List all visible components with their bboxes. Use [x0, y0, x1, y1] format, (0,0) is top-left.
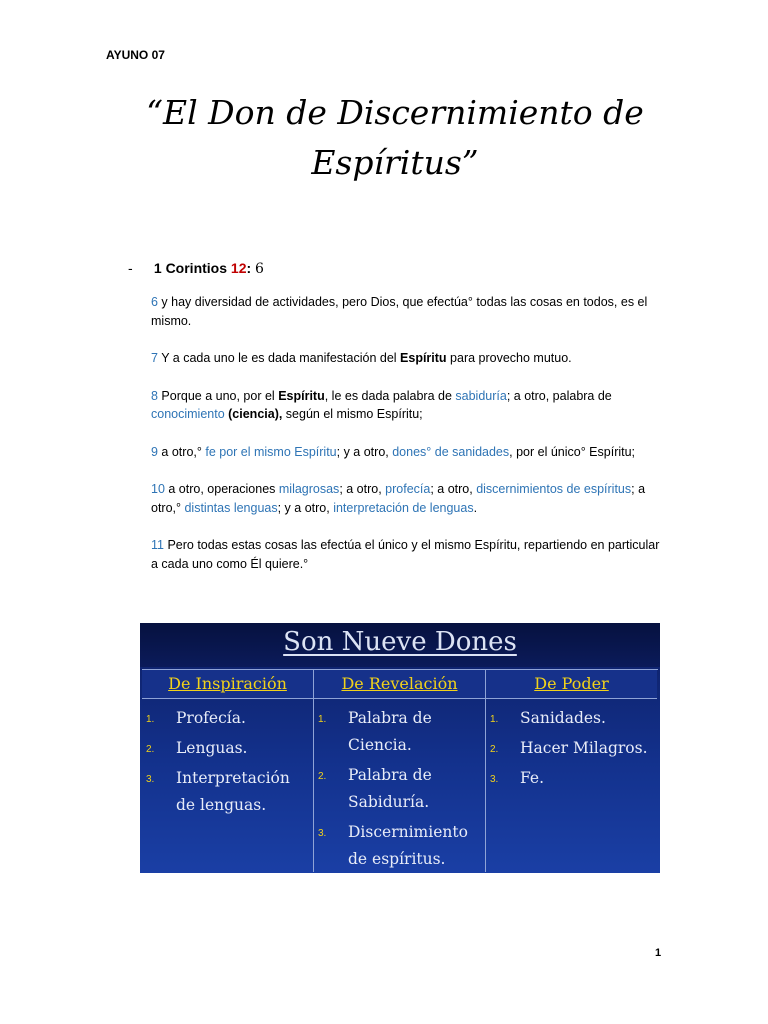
verse-text: Porque a uno, por el [157, 388, 279, 403]
list-dash: - [128, 260, 133, 276]
gifts-column [142, 670, 314, 872]
verse-text: Espíritu [400, 351, 447, 365]
verse-text: ; a otro, palabra de [506, 388, 612, 403]
verse-paragraph [151, 443, 661, 462]
verse-text: interpretación de lenguas [333, 500, 474, 515]
gift-item-text: Palabra de Ciencia. [348, 709, 432, 754]
gift-item [318, 762, 485, 816]
gifts-column [486, 670, 657, 872]
gift-item-text: Interpretación de lenguas. [176, 769, 290, 814]
verse-number: 10 [151, 482, 165, 496]
verse-text: . [473, 500, 478, 515]
verse-number: 9 [151, 444, 158, 459]
gifts-grid [142, 669, 658, 872]
verse-text: a otro, operaciones [164, 482, 279, 496]
gift-item-number: 1. [146, 714, 155, 725]
verse-text: según el mismo Espíritu; [282, 407, 423, 421]
reference-chapter: 12 [230, 260, 247, 276]
gift-item [146, 765, 313, 819]
gift-item [146, 735, 313, 762]
verse-text: ; y a otro, [277, 500, 334, 515]
verse-number: 11 [151, 538, 164, 552]
gift-item-number: 3. [318, 828, 327, 839]
verse-paragraph [151, 536, 661, 573]
verse-text: dones° de sanidades [392, 444, 510, 459]
verse-paragraph [151, 349, 661, 368]
gifts-column-heading: De Revelación [314, 670, 485, 699]
document-header: AYUNO 07 [106, 48, 165, 62]
gift-item-text: Sanidades. [520, 709, 606, 727]
gift-item-text: Lenguas. [176, 739, 248, 757]
verse-text: ; y a otro, [336, 444, 393, 459]
gifts-column-heading: De Poder [486, 670, 657, 699]
gift-item-text: Hacer Milagros. [520, 739, 648, 757]
verse-number: 7 [151, 351, 158, 365]
verse-text: Espíritu [278, 388, 325, 403]
gift-item-number: 1. [318, 714, 327, 725]
reference-separator: : [246, 260, 252, 276]
scripture-reference [128, 260, 264, 277]
gift-item [318, 705, 485, 759]
verse-number: 6 [151, 295, 158, 309]
verse-paragraph [151, 387, 661, 424]
verse-text: (ciencia), [228, 407, 283, 421]
verse-text: discernimientos de espíritus [476, 482, 632, 496]
gifts-column [314, 670, 486, 872]
gift-item-number: 3. [490, 774, 499, 785]
gifts-list [142, 705, 313, 819]
gift-item [490, 705, 657, 732]
gift-item-text: Fe. [520, 769, 545, 787]
verse-text: ; a otro, [339, 482, 386, 496]
verse-text: Pero todas estas cosas las efectúa el único y el mismo Espíritu, repartiendo en particular a cada uno como Él quiere.° [151, 538, 660, 571]
verse-text: ; a otro,° [151, 482, 646, 515]
gifts-list [486, 705, 657, 792]
verse-text: milagrosas [278, 482, 340, 496]
gifts-table-title: Son Nueve Dones [140, 623, 660, 667]
verse-text: sabiduría [455, 388, 507, 403]
gift-item [146, 705, 313, 732]
verse-text: para provecho mutuo. [446, 351, 572, 365]
verse-text: a otro,° [157, 444, 206, 459]
verse-text: y hay diversidad de actividades, pero Dios, que efectúa° todas las cosas en todos, es el mismo. [151, 295, 648, 328]
reference-book: 1 Corintios [153, 260, 228, 276]
gift-item-number: 2. [318, 771, 327, 782]
verse-text: , por el único° Espíritu; [509, 444, 636, 459]
gifts-column-heading: De Inspiración [142, 670, 313, 699]
verse-list [151, 293, 661, 592]
gift-item-number: 2. [490, 744, 499, 755]
verse-paragraph [151, 293, 661, 330]
gift-item-text: Profecía. [176, 709, 246, 727]
verse-number: 8 [151, 388, 158, 403]
gifts-list [314, 705, 485, 873]
verse-text: conocimiento [151, 407, 225, 421]
gift-item [318, 819, 485, 873]
verse-text: ; a otro, [430, 482, 477, 496]
verse-text: fe por el mismo Espíritu [205, 444, 337, 459]
verse-paragraph [151, 480, 661, 517]
verse-text: profecía [385, 482, 431, 496]
verse-text: , le es dada palabra de [324, 388, 456, 403]
gift-item-number: 3. [146, 774, 155, 785]
gift-item-text: Palabra de Sabiduría. [348, 766, 432, 811]
gift-item-number: 2. [146, 744, 155, 755]
page-title: “El Don de Discernimiento de Espíritus” [146, 93, 644, 182]
gift-item-text: Discernimiento de espíritus. [348, 823, 468, 868]
gift-item [490, 735, 657, 762]
page-number: 1 [655, 947, 662, 959]
verse-text: Y a cada uno le es dada manifestación del [157, 351, 401, 365]
gift-item [490, 765, 657, 792]
reference-verse: 6 [255, 261, 264, 277]
verse-text: distintas lenguas [184, 500, 278, 515]
gift-item-number: 1. [490, 714, 499, 725]
gifts-table [140, 623, 660, 873]
